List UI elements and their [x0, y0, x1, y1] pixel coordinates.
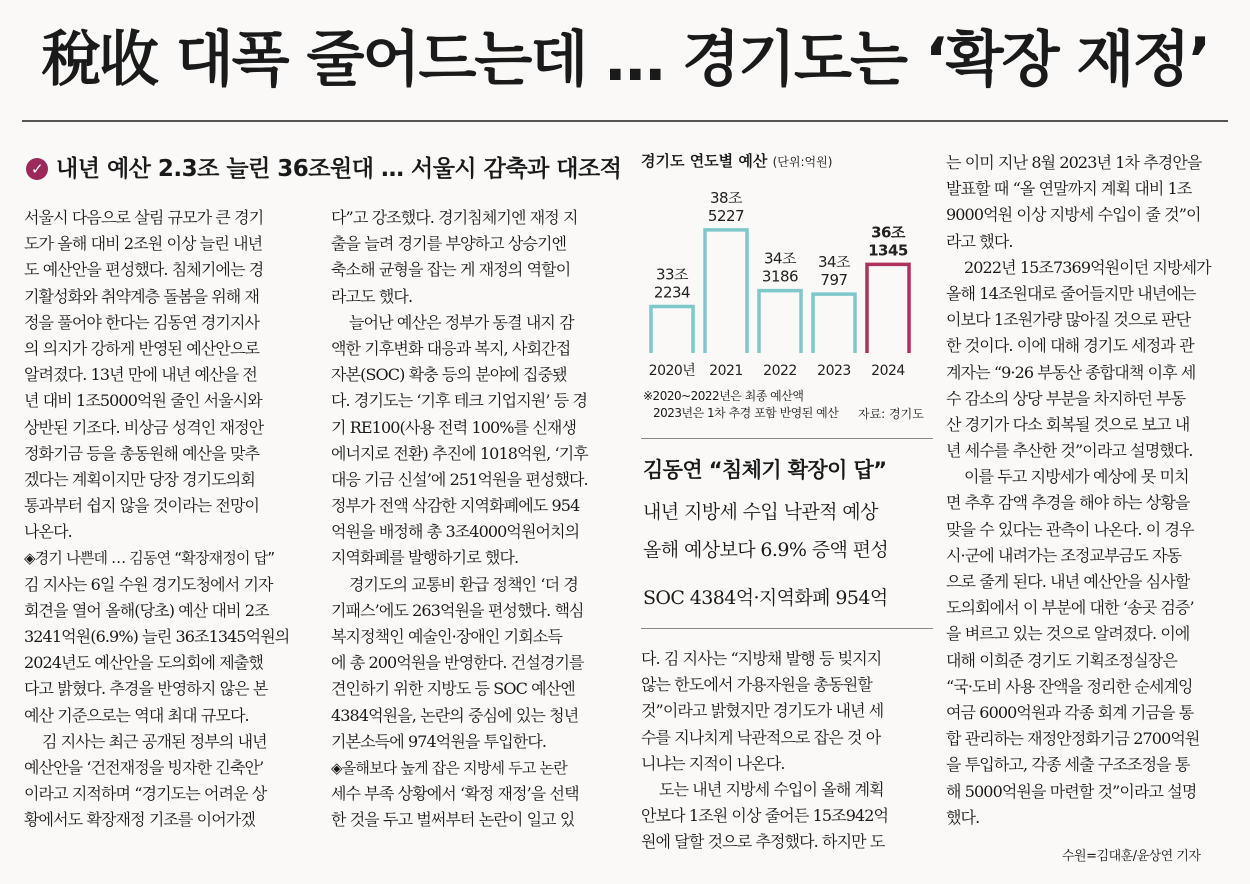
- body-line: 예산 기준으로는 역대 최대 규모다.: [24, 705, 249, 725]
- body-line: 한 것이다. 이에 대해 경기도 세정과 관: [946, 336, 1194, 356]
- article-column-4: [946, 150, 1231, 831]
- body-line: 발표할 때 “올 연말까지 계획 대비 1조: [946, 179, 1192, 199]
- chart-bar: [705, 230, 747, 353]
- body-line: 다. 경기도는 ‘기후 테크 기업지원’ 등 경: [331, 391, 588, 411]
- body-line: 도가 올해 대비 2조원 이상 늘린 내년: [24, 234, 263, 254]
- sidebar-deck-line: 내년 지방세 수입 낙관적 예상: [643, 501, 878, 523]
- body-line: 도의회에서 이 부분에 대한 ‘송곳 검증’: [946, 598, 1194, 618]
- headline: 稅收 대폭 줄어드는데 … 경기도는 ‘확장 재정’: [40, 25, 1210, 95]
- body-line: 견인하기 위한 지방도 등 SOC 예산엔: [331, 679, 575, 699]
- body-line: 회견을 열어 올해(당초) 예산 대비 2조: [24, 600, 269, 620]
- check-icon: ✓: [26, 158, 48, 180]
- body-line: 했다.: [946, 807, 980, 827]
- chart-source: 자료: 경기도: [858, 407, 924, 421]
- body-line: 지역화폐를 발행하기로 했다.: [331, 548, 519, 568]
- body-line: 액한 기후변화 대응과 복지, 사회간접: [331, 338, 571, 358]
- bar-value-label: 3186: [761, 267, 799, 286]
- body-line: 을 투입하고, 각종 세출 구조조정을 통: [946, 755, 1190, 775]
- body-line: 세수 부족 상황에서 ‘확정 재정’을 선택: [331, 784, 579, 804]
- body-line: 다”고 강조했다. 경기침체기엔 재정 지: [331, 208, 578, 227]
- body-line: 시·군에 내려가는 조정교부금도 자동: [946, 545, 1182, 565]
- chart-title-text: 경기도 연도별 예산: [641, 152, 768, 170]
- body-line: 대해 이희준 경기도 기획조정실장은: [946, 650, 1177, 670]
- body-line: 다. 김 지사는 “지방채 발행 등 빚지지: [641, 649, 882, 668]
- bar-value-label: 797: [820, 271, 848, 290]
- body-line: 4384억원을, 논란의 중심에 있는 청년: [331, 705, 579, 725]
- chart-unit: (단위:억원): [772, 155, 833, 169]
- chart-title: [641, 150, 832, 171]
- body-line: 정화기금 등을 총동원해 예산을 맞추: [24, 443, 260, 463]
- section-subheading: ◈올해보다 높게 잡은 지방세 두고 논란: [331, 758, 567, 777]
- bar-value-label: 34조: [763, 249, 797, 268]
- body-line: 기본소득에 974억원을 투입한다.: [331, 731, 547, 751]
- body-line: 라고도 했다.: [331, 286, 413, 306]
- body-line: 않는 한도에서 가용자원을 총동원할: [641, 675, 872, 695]
- sidebar-divider-top: [641, 438, 933, 439]
- body-line: 수를 지나치게 낙관적으로 잡은 것 아: [641, 727, 881, 747]
- body-line: 도는 내년 지방세 수입이 올해 계획: [659, 779, 884, 799]
- body-line: 맞을 수 있다는 관측이 나온다. 이 경우: [946, 519, 1194, 539]
- sidebar-title: 김동연 “침체기 확장이 답”: [643, 458, 887, 482]
- body-line: 에 총 200억원을 반영한다. 건설경기를: [331, 653, 584, 673]
- bar-value-label: 1345: [868, 241, 908, 260]
- body-line: 정부가 전액 삭감한 지역화폐에도 954: [331, 496, 580, 516]
- body-line: 합 관리하는 재정안정화기금 2700억원: [946, 729, 1200, 749]
- chart-note-line: 2023년은 1차 추경 포함 반영된 예산: [653, 406, 839, 420]
- category-tick-label: 2020년: [648, 363, 696, 379]
- body-line: 원에 달할 것으로 추정했다. 하지만 도: [641, 832, 885, 852]
- body-line: 도 예산안을 편성했다. 침체기에는 경: [24, 260, 264, 280]
- body-line: 안보다 1조원 이상 줄어든 15조942억: [641, 806, 889, 826]
- chart-note-line: ※2020~2022년은 최종 예산액: [643, 389, 804, 403]
- body-line: 9000억원 이상 지방세 수입이 줄 것”이: [946, 205, 1201, 225]
- subheadline-text: 내년 예산 2.3조 늘린 36조원대 … 서울시 감축과 대조적: [56, 156, 622, 182]
- body-line: 알려졌다. 13년 만에 내년 예산을 전: [24, 365, 257, 385]
- body-line: 이보다 1조원가량 많아질 것으로 판단: [946, 310, 1191, 330]
- article-column-3: [641, 646, 931, 856]
- body-line: 기활성화와 취약계층 돌봄을 위해 재: [24, 286, 260, 306]
- article-column-2: [331, 205, 621, 834]
- section-subheading: ◈경기 나쁜데 … 김동연 “확장재정이 답”: [24, 549, 275, 568]
- body-line: 늘어난 예산은 정부가 동결 내지 감: [349, 312, 574, 332]
- sidebar-deck-line: 올해 예상보다 6.9% 증액 편성: [643, 539, 889, 561]
- body-line: 것”이라고 밝혔지만 경기도가 내년 세: [641, 701, 884, 721]
- bar-value-label: 34조: [817, 253, 851, 272]
- budget-bar-chart: [641, 175, 933, 385]
- sidebar-deck-line: SOC 4384억·지역화폐 954억: [643, 587, 888, 609]
- body-line: 김 지사는 6일 수원 경기도청에서 기자: [24, 574, 273, 594]
- category-tick-label: 2022: [763, 363, 797, 379]
- body-line: 상반된 기조다. 비상금 성격인 재정안: [24, 417, 264, 437]
- body-line: 김 지사는 최근 공개된 정부의 내년: [42, 731, 267, 751]
- chart-bar: [867, 264, 909, 353]
- body-line: 겠다는 계획이지만 당장 경기도의회: [24, 469, 255, 489]
- bar-value-label: 2234: [653, 283, 691, 302]
- body-line: 축소해 균형을 잡는 게 재정의 역할이: [331, 260, 571, 280]
- body-line: 계자는 “9·26 부동산 종합대책 이후 세: [946, 362, 1196, 382]
- chart-bar: [759, 291, 801, 353]
- category-tick-label: 2024: [871, 363, 905, 379]
- bar-value-label: 33조: [655, 265, 689, 284]
- body-line: 3241억원(6.9%) 늘린 36조1345억원의: [24, 627, 290, 646]
- body-line: 해 5000억원을 마련할 것”이라고 설명: [946, 781, 1197, 801]
- body-line: 라고 했다.: [946, 231, 1013, 251]
- bar-value-label: 5227: [707, 206, 745, 225]
- body-line: 면 추후 감액 추경을 해야 하는 상황을: [946, 493, 1190, 513]
- body-line: 올해 14조원대로 줄어들지만 내년에는: [946, 283, 1196, 303]
- chart-note: [643, 388, 838, 422]
- body-line: 산 경기가 다소 회복될 것으로 보고 내: [946, 414, 1190, 434]
- headline-divider: [22, 120, 1228, 122]
- body-line: 이라고 지적하며 “경기도는 어려운 상: [24, 784, 267, 804]
- body-line: “국·도비 사용 잔액을 정리한 순세계잉: [946, 676, 1193, 696]
- body-line: 억원을 배정해 총 3조4000억원어치의: [331, 522, 580, 542]
- body-line: 정을 풀어야 한다는 김동연 경기지사: [24, 312, 260, 332]
- body-line: 황에서도 확장재정 기조를 이어가겠: [24, 810, 255, 830]
- body-line: 년 세수를 추산한 것”이라고 설명했다.: [946, 441, 1193, 461]
- category-tick-label: 2023: [817, 363, 851, 379]
- body-line: 서울시 다음으로 살림 규모가 큰 경기: [24, 208, 264, 227]
- category-tick-label: 2021: [709, 363, 743, 379]
- bar-value-label: 38조: [709, 188, 743, 207]
- body-line: 예산안을 ‘건전재정을 빙자한 긴축안’: [24, 757, 264, 777]
- body-line: 2024년도 예산안을 도의회에 제출했: [24, 653, 263, 673]
- body-line: 복지정책인 예술인·장애인 기회소득: [331, 627, 562, 646]
- article-column-1: [24, 205, 314, 834]
- body-line: 2022년 15조7369억원이던 지방세가: [964, 257, 1211, 277]
- bar-value-label: 36조: [871, 223, 905, 242]
- body-line: 의 의지가 강하게 반영된 예산안으로: [24, 338, 260, 358]
- sidebar-divider-bottom: [641, 628, 933, 629]
- body-line: 니냐는 지적이 나온다.: [641, 753, 785, 773]
- body-line: 여금 6000억원과 각종 회계 기금을 통: [946, 702, 1194, 722]
- body-line: 기패스’에도 263억원을 편성했다. 핵심: [331, 600, 584, 620]
- body-line: 에너지로 전환) 추진에 1018억원, ‘기후: [331, 443, 588, 463]
- chart-bar: [813, 294, 855, 353]
- body-line: 출을 늘려 경기를 부양하고 상승기엔: [331, 234, 567, 254]
- body-line: 통과부터 쉽지 않을 것이라는 전망이: [24, 496, 260, 516]
- subheadline: [26, 150, 621, 183]
- body-line: 한 것을 두고 벌써부터 논란이 일고 있: [331, 810, 575, 830]
- body-line: 수 감소의 상당 부분을 차지하던 부동: [946, 388, 1186, 408]
- body-line: 으로 줄게 된다. 내년 예산안을 심사할: [946, 572, 1190, 591]
- body-line: 대응 기금 신설’에 251억원을 편성했다.: [331, 469, 588, 489]
- byline: 수원=김대훈/윤상연 기자: [1062, 849, 1201, 864]
- chart-bar: [651, 306, 693, 353]
- body-line: 자본(SOC) 확충 등의 분야에 집중됐: [331, 365, 567, 385]
- body-line: 을 벼르고 있는 것으로 알려졌다. 이에: [946, 624, 1190, 644]
- body-line: 는 이미 지난 8월 2023년 1차 추경안을: [946, 153, 1202, 172]
- body-line: 기 RE100(사용 전력 100%를 신재생: [331, 417, 576, 437]
- body-line: 다고 밝혔다. 추경을 반영하지 않은 본: [24, 679, 268, 699]
- body-line: 년 대비 1조5000억원 줄인 서울시와: [24, 391, 262, 411]
- body-line: 경기도의 교통비 환급 정책인 ‘더 경: [349, 574, 578, 594]
- body-line: 나온다.: [24, 522, 72, 542]
- body-line: 이를 두고 지방세가 예상에 못 미치: [964, 467, 1189, 487]
